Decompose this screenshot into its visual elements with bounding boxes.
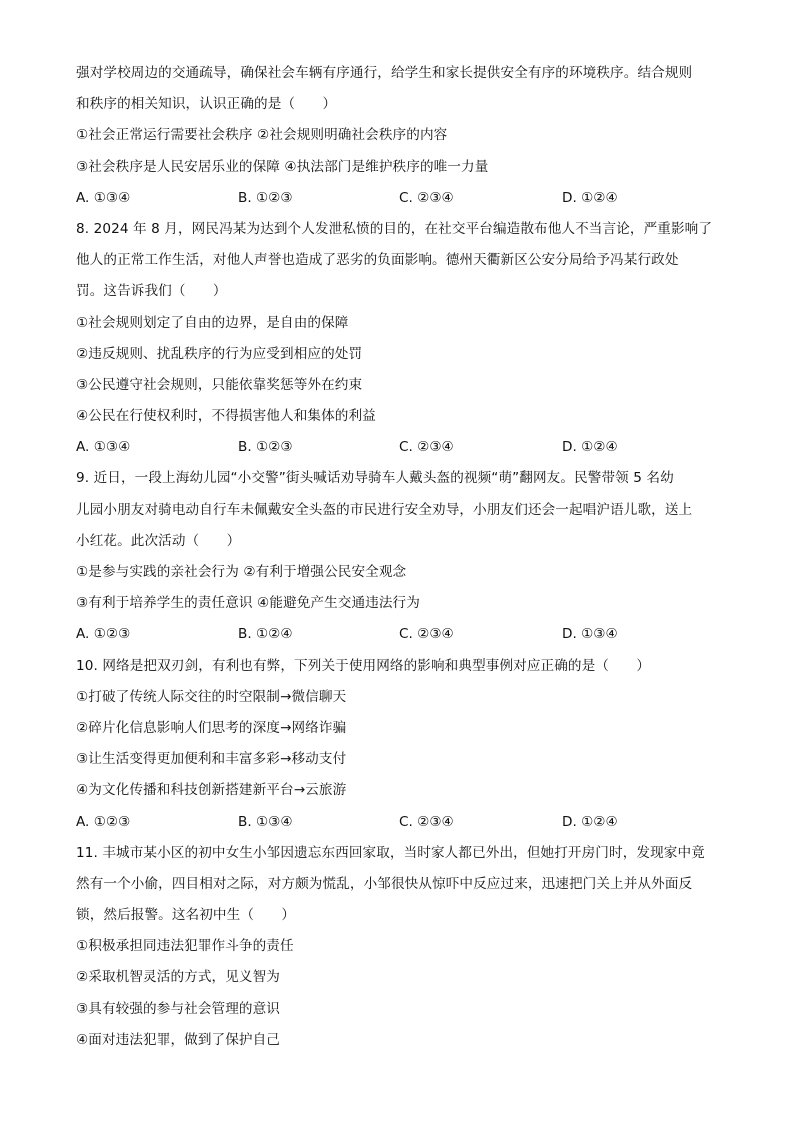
option-d: D. ①③④	[562, 626, 618, 643]
question-stem-line: 然有一个小偷，四目相对之际，对方颇为慌乱，小邹很快从惊吓中反应过来，迅速把门关上并从外面反	[76, 875, 693, 892]
answer-options	[76, 807, 724, 838]
option-d: D. ①②④	[562, 189, 618, 206]
statement-line: ④面对违法犯罪，做到了保护自己	[76, 1031, 280, 1048]
statement-line: ②违反规则、扰乱秩序的行为应受到相应的处罚	[76, 345, 363, 362]
question-10	[76, 651, 724, 838]
question-stem-line: 强对学校周边的交通疏导，确保社会车辆有序通行，给学生和家长提供安全有序的环境秩序。结合规则	[76, 65, 693, 81]
statement-line: ①打破了传统人际交往的时空限制→微信聊天	[76, 688, 347, 705]
option-d: D. ①②④	[562, 813, 618, 830]
statement-line: ②碎片化信息影响人们思考的深度→网络诈骗	[76, 719, 347, 736]
option-a: A. ①②③	[76, 813, 131, 830]
statement-line: ①社会规则划定了自由的边界，是自由的保障	[76, 314, 349, 331]
statement-line: ①社会正常运行需要社会秩序 ②社会规则明确社会秩序的内容	[76, 127, 448, 144]
option-d: D. ①②④	[562, 439, 618, 456]
statement-line: ①积极承担同违法犯罪作斗争的责任	[76, 938, 294, 955]
statement-line: ③有利于培养学生的责任意识 ④能避免产生交通违法行为	[76, 595, 420, 612]
exam-page	[76, 58, 724, 1056]
answer-options	[76, 619, 724, 650]
answer-options	[76, 183, 724, 214]
statement-line: ③公民遵守社会规则，只能依靠奖惩等外在约束	[76, 376, 363, 393]
option-c: C. ②③④	[399, 439, 454, 456]
question-stem-line: 和秩序的相关知识，认识正确的是（ ）	[76, 96, 337, 113]
statement-line: ③具有较强的参与社会管理的意识	[76, 1000, 280, 1017]
question-stem-line: 10. 网络是把双刃剑，有利也有弊，下列关于使用网络的影响和典型事例对应正确的是（ ）	[76, 657, 651, 674]
question-9	[76, 463, 724, 650]
question-stem-line: 9. 近日，一段上海幼儿园“小交警”街头喊话劝导骑车人戴头盔的视频“萌”翻网友。民警带领 5 名幼	[76, 470, 674, 487]
option-b: B. ①②③	[238, 439, 293, 456]
question-stem-line: 儿园小朋友对骑电动自行车未佩戴安全头盔的市民进行安全劝导，小朋友们还会一起唱沪语儿歌，送上	[76, 501, 693, 518]
option-b: B. ①②③	[238, 189, 293, 206]
option-c: C. ②③④	[399, 189, 454, 206]
option-a: A. ①②③	[76, 626, 131, 643]
answer-options	[76, 432, 724, 463]
question-7	[76, 58, 724, 214]
statement-line: ④公民在行使权利时，不得损害他人和集体的利益	[76, 408, 376, 425]
option-b: B. ①②④	[238, 626, 293, 643]
option-b: B. ①③④	[238, 813, 293, 830]
question-8	[76, 214, 724, 464]
statement-line: ①是参与实践的亲社会行为 ②有利于增强公民安全观念	[76, 564, 407, 580]
statement-line: ③社会秩序是人民安居乐业的保障 ④执法部门是维护秩序的唯一力量	[76, 158, 489, 175]
question-stem-line: 小红花。此次活动（ ）	[76, 532, 241, 549]
question-stem-line: 8. 2024 年 8 月，网民冯某为达到个人发泄私愤的目的，在社交平台编造散布他人不当言论，严重影响了	[76, 220, 713, 237]
option-a: A. ①③④	[76, 439, 131, 456]
question-stem-line: 11. 丰城市某小区的初中女生小邹因遗忘东西回家取，当时家人都已外出，但她打开房门时，发现家中竟	[76, 844, 705, 861]
statement-line: ②采取机智灵活的方式，见义智为	[76, 969, 280, 986]
question-stem-line: 锁，然后报警。这名初中生（ ）	[76, 907, 296, 924]
option-c: C. ②③④	[399, 813, 454, 830]
question-stem-line: 他人的正常工作生活，对他人声誉也造成了恶劣的负面影响。德州天衢新区公安分局给予冯某行政处	[76, 252, 679, 269]
option-c: C. ②③④	[399, 626, 454, 643]
question-11	[76, 838, 724, 1056]
statement-line: ④为文化传播和科技创新搭建新平台→云旅游	[76, 782, 347, 799]
option-a: A. ①③④	[76, 189, 131, 206]
question-stem-line: 罚。这告诉我们（ ）	[76, 283, 227, 300]
statement-line: ③让生活变得更加便利和丰富多彩→移动支付	[76, 751, 347, 768]
